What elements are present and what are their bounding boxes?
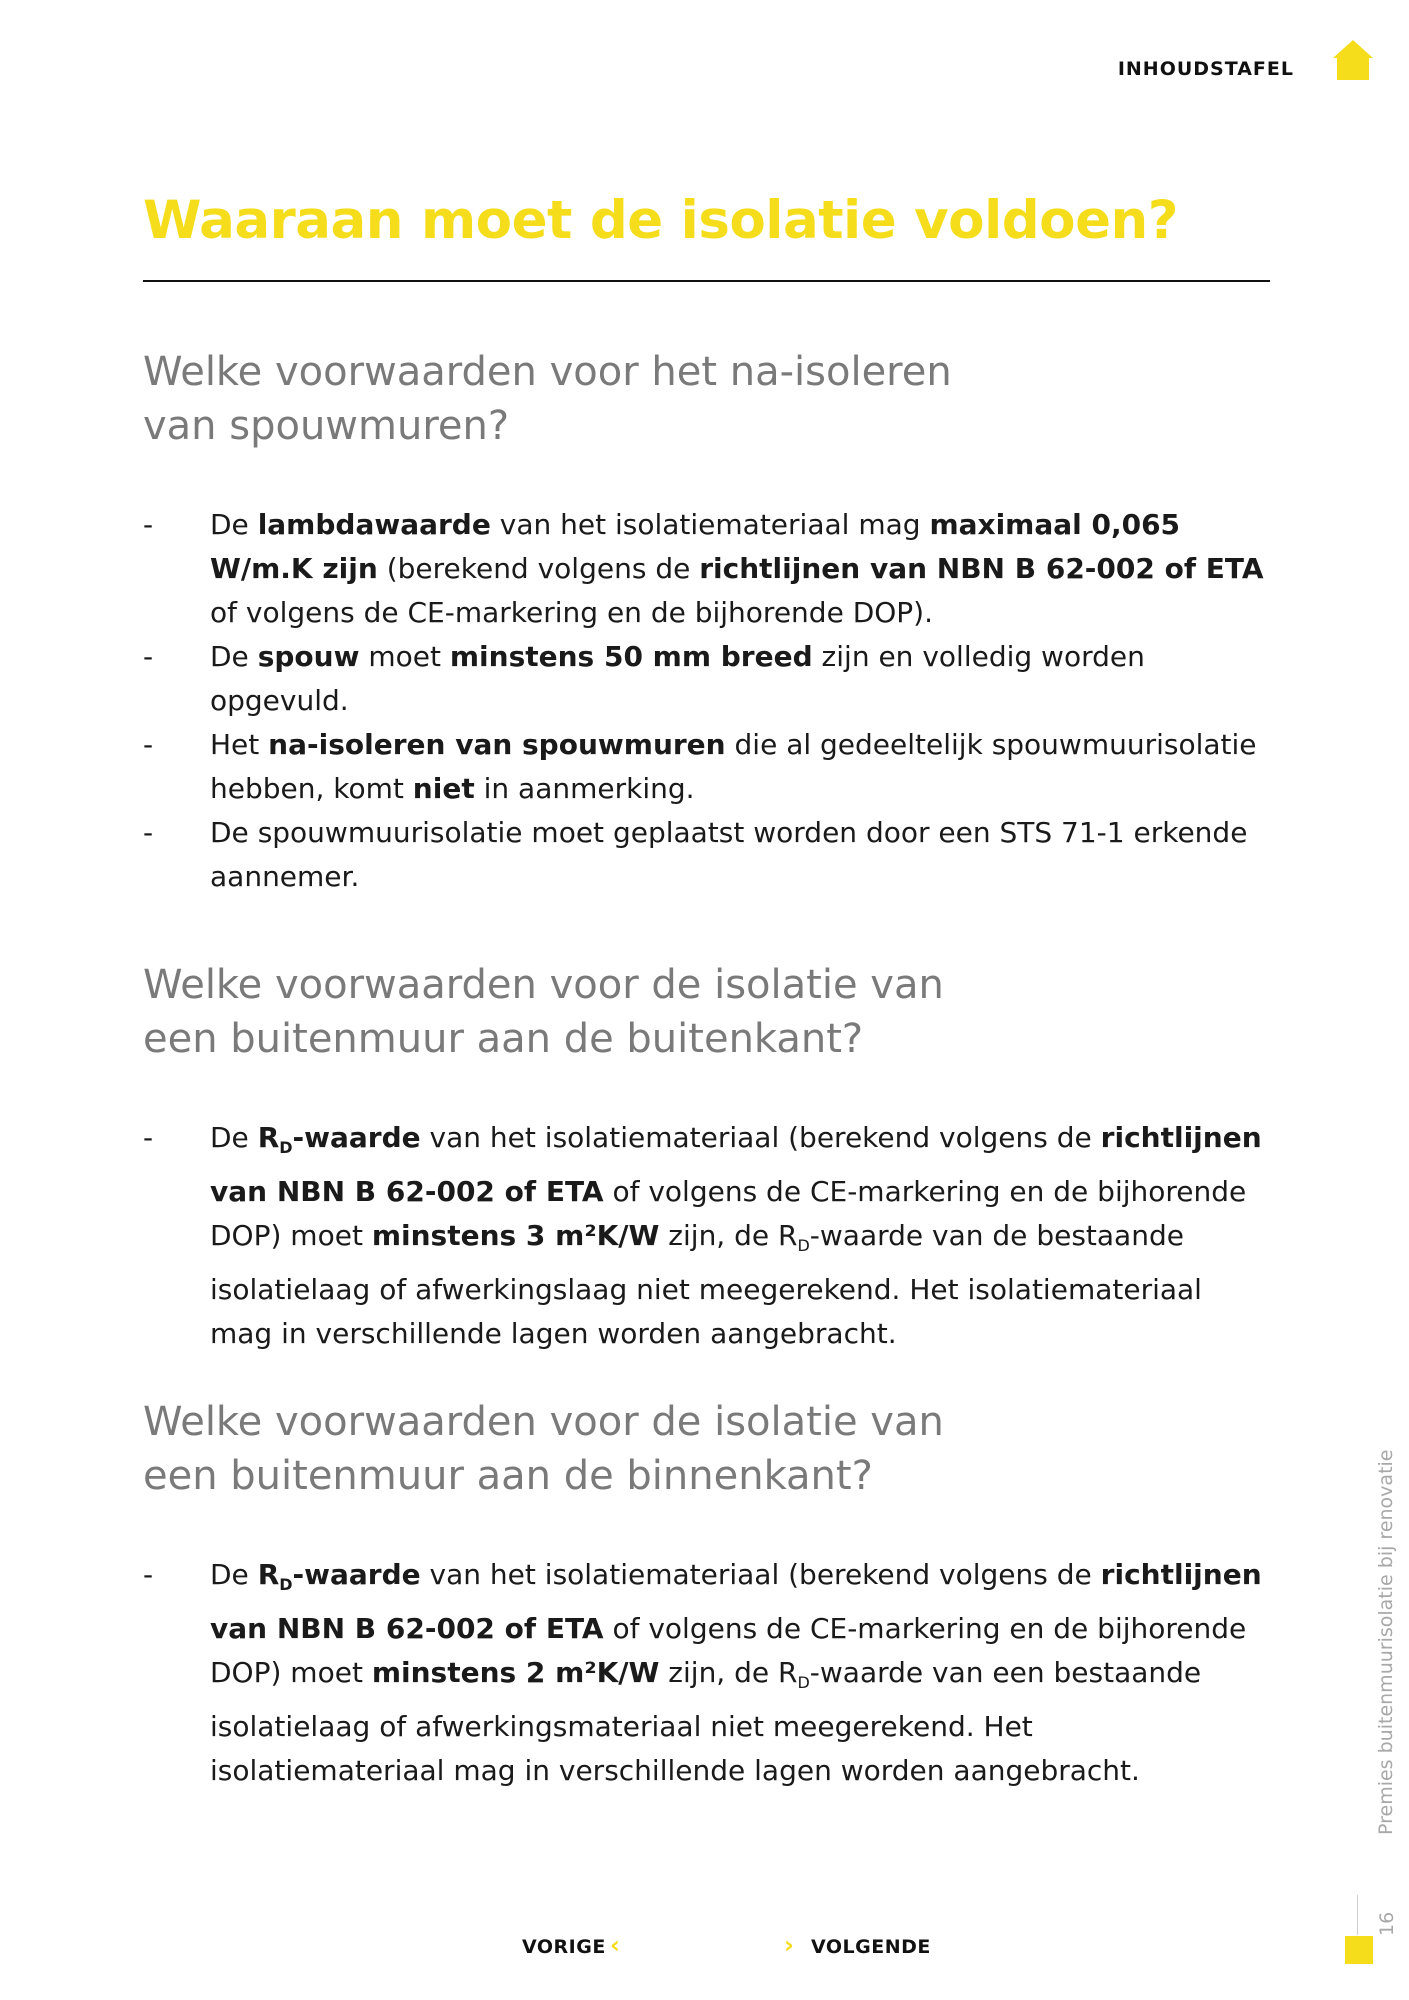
condition-list [143, 503, 1270, 899]
section-buitenkant [143, 958, 1270, 1356]
sidebar-divider [1357, 1895, 1358, 1935]
list-item-text: De spouwmuurisolatie moet geplaatst worden door een STS 71-1 erkende aannemer. [210, 816, 1248, 893]
list-item [143, 503, 1270, 635]
page-number: 16 [1376, 1911, 1398, 1936]
list-item [143, 723, 1270, 811]
chevron-left-icon[interactable]: ‹ [610, 1931, 620, 1959]
previous-button[interactable]: VORIGE [522, 1936, 606, 1958]
toc-link[interactable]: INHOUDSTAFEL [1117, 58, 1294, 80]
section-heading: Welke voorwaarden voor de isolatie van een buitenmuur aan de binnenkant? [143, 1399, 944, 1499]
list-item-text: De spouw moet minstens 50 mm breed zijn en volledig worden opgevuld. [210, 640, 1145, 717]
list-dash: - [143, 816, 154, 849]
list-dash: - [143, 1121, 154, 1154]
list-dash: - [143, 640, 154, 673]
list-item-text: Het na-isoleren van spouwmuren die al gedeeltelijk spouwmuurisolatie hebben, komt niet in aanmerking. [210, 728, 1257, 805]
section-heading: Welke voorwaarden voor de isolatie van een buitenmuur aan de buitenkant? [143, 962, 944, 1062]
section-binnenkant [143, 1395, 1270, 1793]
list-item [143, 1116, 1270, 1356]
list-item-text: De $R_D$-waarde van het isolatiemateriaal (berekend volgens de richtlijnen van NBN B 62-002 of ETA of volgens de CE-markering en de bijhorende DOP) moet minstens 3 m²K/W zijn, de $R_D$-waarde van de bestaande isolatielaag of afwerkingslaag niet meegerekend. Het isolatiemateriaal mag in verschillende lagen worden aangebracht. [210, 1121, 1262, 1350]
home-icon[interactable] [1331, 38, 1375, 82]
next-button[interactable]: VOLGENDE [811, 1936, 931, 1958]
title-divider [143, 280, 1270, 282]
list-item [143, 1553, 1270, 1793]
page-title: Waaraan moet de isolatie voldoen? [143, 190, 1179, 251]
chevron-right-icon[interactable]: › [784, 1931, 794, 1959]
list-dash: - [143, 728, 154, 761]
list-item-text: De lambdawaarde van het isolatiemateriaal mag maximaal 0,065 W/m.K zijn (berekend volgens de richtlijnen van NBN B 62-002 of ETA of volgens de CE-markering en de bijhorende DOP). [210, 508, 1264, 629]
document-title: Premies buitenmuurisolatie bij renovatie [1375, 1449, 1397, 1835]
section-heading: Welke voorwaarden voor het na-isoleren van spouwmuren? [143, 349, 952, 449]
list-item-text: De $R_D$-waarde van het isolatiemateriaal (berekend volgens de richtlijnen van NBN B 62-002 of ETA of volgens de CE-markering en de bijhorende DOP) moet minstens 2 m²K/W zijn, de $R_D$-waarde van een bestaande isolatielaag of afwerkingsmateriaal niet meegerekend. Het isolatiemateriaal mag in verschillende lagen worden aangebracht. [210, 1558, 1262, 1787]
section-spouwmuren [143, 345, 1270, 899]
list-item [143, 635, 1270, 723]
condition-list [143, 1553, 1270, 1793]
list-dash: - [143, 1558, 154, 1591]
page-marker [1345, 1936, 1373, 1964]
condition-list [143, 1116, 1270, 1356]
list-item [143, 811, 1270, 899]
list-dash: - [143, 508, 154, 541]
